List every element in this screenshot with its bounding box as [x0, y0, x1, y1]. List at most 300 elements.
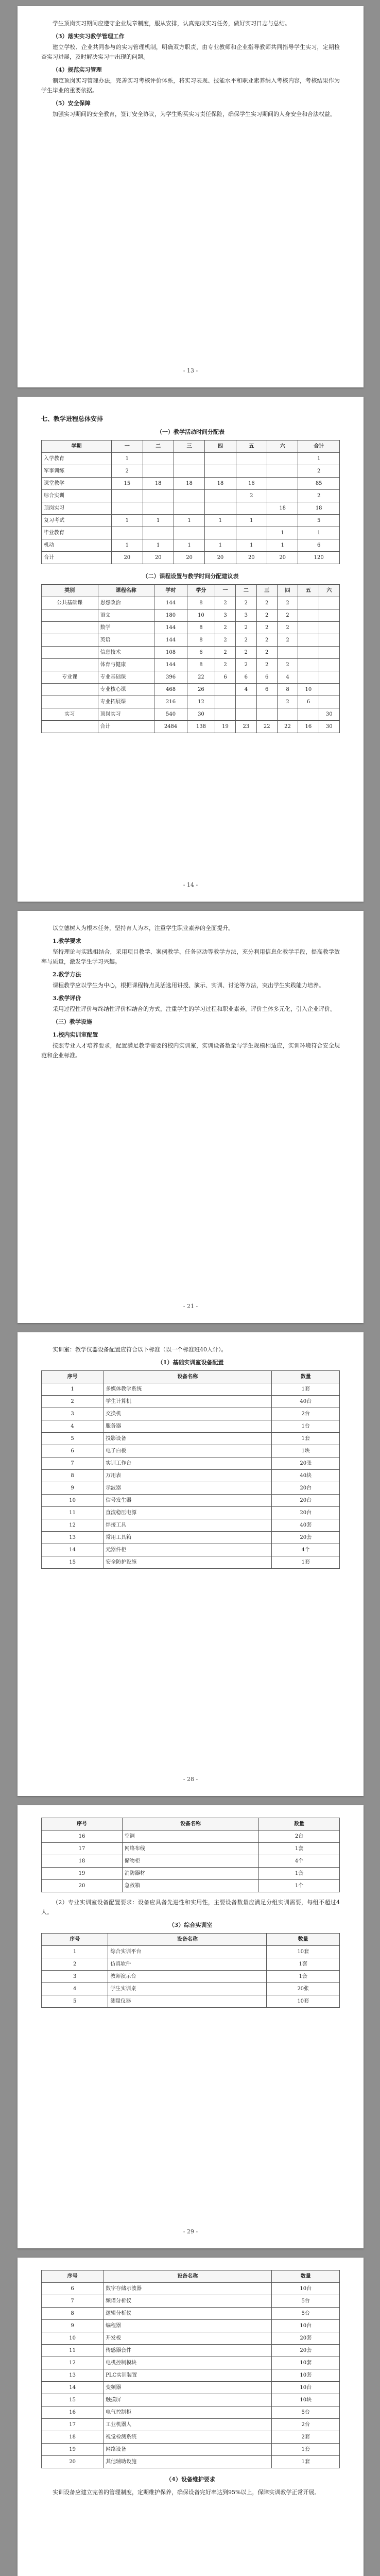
- table-cell: 1套: [272, 1383, 340, 1396]
- table-cell: 2: [256, 634, 277, 647]
- table-cell: 1个: [259, 1880, 340, 1892]
- table-header-cell: 设备名称: [122, 1818, 258, 1831]
- table-cell: [236, 502, 267, 515]
- paragraph: 加强实习期间的安全教育，签订安全协议，为学生购买实习责任保险，确保学生实习期间的人身安全和合法权益。: [53, 111, 336, 117]
- table-header-cell: 类别: [42, 585, 98, 597]
- table-cell: [236, 465, 267, 478]
- table-cell: 2: [256, 609, 277, 622]
- table-cell: 10台: [272, 2320, 340, 2332]
- table-cell: 网络布线: [122, 1843, 258, 1855]
- table-cell: 15: [42, 1556, 103, 1569]
- table-cell: [42, 609, 98, 622]
- table-cell: 2: [256, 659, 277, 671]
- table-cell: 公共基础课: [42, 597, 98, 609]
- table-cell: 思想政治: [98, 597, 154, 609]
- table-row: [42, 1408, 340, 1420]
- table-cell: 1: [298, 453, 340, 465]
- table-cell: 10: [187, 609, 215, 622]
- table-cell: 机动: [42, 539, 112, 552]
- table-cell: 1: [112, 515, 143, 527]
- table-header-cell: 学分: [187, 585, 215, 597]
- table-cell: 万用表: [103, 1470, 272, 1482]
- table-header-cell: 数量: [272, 2270, 340, 2283]
- table-cell: 6: [236, 671, 256, 684]
- page-number: - 29 -: [183, 2228, 198, 2235]
- table-cell: 13: [42, 2369, 103, 2382]
- table-row: [42, 2283, 340, 2295]
- table-cell: PLC实训装置: [103, 2369, 272, 2382]
- table-cell: 电气控制柜: [103, 2406, 272, 2419]
- table-cell: 8: [187, 597, 215, 609]
- table-cell: 10套: [267, 1946, 340, 1958]
- table-row: [42, 1420, 340, 1433]
- table-cell: 2: [236, 659, 256, 671]
- table-cell: 5台: [272, 2295, 340, 2308]
- table-cell: 2: [277, 622, 298, 634]
- table-cell: [256, 708, 277, 721]
- table-row: [42, 1971, 340, 1983]
- table-cell: 12: [187, 696, 215, 708]
- table-row: [42, 1383, 340, 1396]
- table-row: [42, 2332, 340, 2345]
- table-cell: 直流稳压电源: [103, 1507, 272, 1519]
- table-cell: 学生实训桌: [108, 1983, 267, 1995]
- table-cell: [112, 502, 143, 515]
- table-cell: 消防器材: [122, 1868, 258, 1880]
- table-cell: 30: [187, 708, 215, 721]
- paragraph: （2）专业实训室设备配置要求：设备应具备先进性和实用性，主要设备数量应满足分组实训需要，每组不超过4人。: [41, 1899, 340, 1916]
- table-cell: [319, 684, 339, 696]
- subheading: 1.教学要求: [53, 938, 81, 944]
- table-cell: 2台: [272, 1408, 340, 1420]
- table-cell: 15: [42, 2394, 103, 2406]
- table-cell: 合计: [98, 721, 154, 733]
- table-cell: 10: [42, 1495, 103, 1507]
- table-cell: 85: [298, 478, 340, 490]
- table-cell: 2: [277, 659, 298, 671]
- table-cell: 逻辑分析仪: [103, 2308, 272, 2320]
- table-header-cell: 六: [267, 440, 298, 453]
- table-cell: 3: [236, 609, 256, 622]
- table-header-cell: 数量: [259, 1818, 340, 1831]
- course-table: [41, 584, 340, 733]
- table-cell: 20张: [272, 1458, 340, 1470]
- table-cell: 10套: [272, 2369, 340, 2382]
- table-cell: 9: [42, 1482, 103, 1495]
- table-cell: 8: [42, 2308, 103, 2320]
- table-cell: 顶岗实习: [42, 502, 112, 515]
- table-cell: 23: [236, 721, 256, 733]
- table-cell: 1套: [267, 1971, 340, 1983]
- table-cell: [236, 527, 267, 539]
- table-cell: 6: [298, 696, 319, 708]
- table-cell: 20: [236, 552, 267, 564]
- table-row: [42, 1495, 340, 1507]
- table-cell: 语文: [98, 609, 154, 622]
- table-cell: 传感器套件: [103, 2345, 272, 2357]
- table-cell: 30: [319, 721, 339, 733]
- table-cell: 8: [277, 684, 298, 696]
- table-row: [42, 453, 340, 465]
- table-cell: [319, 671, 339, 684]
- table-row: [42, 2382, 340, 2394]
- table-row: [42, 1958, 340, 1971]
- table-cell: 8: [187, 622, 215, 634]
- table-header-cell: 二: [236, 585, 256, 597]
- table-cell: 18: [205, 478, 236, 490]
- table-row: [42, 1946, 340, 1958]
- table-row: [42, 2357, 340, 2369]
- table-cell: 实训工作台: [103, 1458, 272, 1470]
- table-cell: [174, 502, 204, 515]
- table-cell: 1套: [272, 1556, 340, 1569]
- table-cell: [174, 465, 204, 478]
- table-cell: 英语: [98, 634, 154, 647]
- table-cell: 12: [42, 2357, 103, 2369]
- table-row: [42, 2320, 340, 2332]
- table-cell: [319, 622, 339, 634]
- table-cell: 电机控制模块: [103, 2357, 272, 2369]
- table-cell: 144: [154, 634, 187, 647]
- table-cell: 2台: [259, 1831, 340, 1843]
- table-cell: 1: [205, 539, 236, 552]
- table-cell: 11: [42, 2345, 103, 2357]
- paragraph: 实训设备应建立完善的管理制度，定期维护保养，确保设备完好率达到95%以上，保障实训教学正常开展。: [53, 2489, 320, 2496]
- table-cell: 1: [112, 453, 143, 465]
- table-cell: 入学教育: [42, 453, 112, 465]
- table-cell: 14: [42, 2382, 103, 2394]
- table-cell: 22: [277, 721, 298, 733]
- table-cell: [174, 490, 204, 502]
- document-page-13: [18, 6, 364, 387]
- table-cell: 综合实训平台: [108, 1946, 267, 1958]
- table-header-cell: 学期: [42, 440, 112, 453]
- table-cell: 18: [42, 2431, 103, 2444]
- table-cell: 18: [174, 478, 204, 490]
- table-cell: 1套: [272, 1433, 340, 1445]
- table-cell: [215, 708, 235, 721]
- table-row: [42, 2295, 340, 2308]
- table-cell: 2套: [272, 2431, 340, 2444]
- table-row: [42, 647, 340, 659]
- table-cell: [298, 671, 319, 684]
- table-cell: [215, 684, 235, 696]
- table-cell: [143, 465, 174, 478]
- table-row: [42, 609, 340, 622]
- table-cell: 20套: [272, 1532, 340, 1544]
- table-cell: [174, 453, 204, 465]
- table-cell: 144: [154, 622, 187, 634]
- table-row: [42, 1396, 340, 1408]
- table-cell: 数学: [98, 622, 154, 634]
- table-row: [42, 2308, 340, 2320]
- document-page-30: [18, 2258, 364, 2576]
- section-heading: 七、教学进程总体安排: [41, 415, 103, 422]
- table-cell: 2: [236, 634, 256, 647]
- table-cell: [298, 659, 319, 671]
- table-cell: 3: [215, 609, 235, 622]
- document-page-14: [18, 397, 364, 902]
- table-row: [42, 659, 340, 671]
- table-cell: 12: [42, 1519, 103, 1532]
- table-cell: [42, 721, 98, 733]
- table-cell: 多媒体教学系统: [103, 1383, 272, 1396]
- table-cell: 19: [215, 721, 235, 733]
- table-cell: 20套: [272, 2345, 340, 2357]
- table-cell: [42, 647, 98, 659]
- equipment-table: [41, 1818, 340, 1892]
- table-cell: 22: [187, 671, 215, 684]
- table-cell: 1: [236, 539, 267, 552]
- table-cell: 180: [154, 609, 187, 622]
- table-cell: [298, 622, 319, 634]
- table-row: [42, 1983, 340, 1995]
- table-cell: 10套: [267, 1995, 340, 2008]
- table-cell: 交换机: [103, 1408, 272, 1420]
- table-cell: [236, 453, 267, 465]
- table-cell: [319, 647, 339, 659]
- table-row: [42, 1458, 340, 1470]
- table-cell: [42, 622, 98, 634]
- table-cell: 144: [154, 659, 187, 671]
- table-header-cell: 合计: [298, 440, 340, 453]
- table-cell: [42, 659, 98, 671]
- table-row: [42, 2406, 340, 2419]
- table-cell: 2: [215, 647, 235, 659]
- table-cell: 18: [42, 1855, 123, 1868]
- table-cell: [205, 502, 236, 515]
- table-row: [42, 597, 340, 609]
- table-cell: 10台: [272, 2382, 340, 2394]
- subheading: （3）落实实习教学管理工作: [53, 33, 125, 40]
- table-cell: 1套: [259, 1843, 340, 1855]
- table-header-cell: 五: [298, 585, 319, 597]
- table-cell: [112, 527, 143, 539]
- table-cell: [205, 490, 236, 502]
- table-caption: （1）基础实训室设备配置: [157, 1359, 224, 1366]
- page-number: - 14 -: [183, 882, 198, 888]
- table-cell: 体育与健康: [98, 659, 154, 671]
- table-header-cell: 四: [205, 440, 236, 453]
- table-cell: 储物柜: [122, 1855, 258, 1868]
- table-row: [42, 1556, 340, 1569]
- table-header-cell: 设备名称: [103, 1371, 272, 1383]
- paragraph: 实训室：教学仪器设备配置应符合以下标准（以一个标准班40人计）。: [53, 1346, 227, 1353]
- table-cell: 复习考试: [42, 515, 112, 527]
- table-cell: 1: [236, 515, 267, 527]
- table-cell: 1: [143, 515, 174, 527]
- table-cell: 19: [42, 2444, 103, 2456]
- table-cell: 11: [42, 1507, 103, 1519]
- table-cell: [112, 490, 143, 502]
- table-cell: 10: [42, 2332, 103, 2345]
- table-cell: 20台: [272, 1495, 340, 1507]
- table-cell: 2: [298, 490, 340, 502]
- table-header-cell: 三: [256, 585, 277, 597]
- table-cell: 频谱分析仪: [103, 2295, 272, 2308]
- table-cell: 3: [42, 1408, 103, 1420]
- table-caption: （二）课程设置与教学时间分配建议表: [142, 573, 239, 580]
- table-cell: [319, 696, 339, 708]
- table-cell: 2: [236, 597, 256, 609]
- table-cell: 2: [256, 597, 277, 609]
- table-cell: 20张: [267, 1983, 340, 1995]
- table-cell: [205, 527, 236, 539]
- table-cell: [298, 597, 319, 609]
- table-cell: 1: [267, 539, 298, 552]
- table-cell: [267, 453, 298, 465]
- document-page-28: [18, 1332, 364, 1796]
- table-header-cell: 设备名称: [103, 2270, 272, 2283]
- table-cell: [205, 453, 236, 465]
- equipment-table: [41, 1933, 340, 2008]
- table-row: [42, 2456, 340, 2468]
- table-cell: 18: [298, 502, 340, 515]
- table-cell: 4: [42, 1420, 103, 1433]
- table-header-cell: 四: [277, 585, 298, 597]
- table-cell: 4: [277, 671, 298, 684]
- table-row: [42, 684, 340, 696]
- table-row: [42, 527, 340, 539]
- table-cell: 2: [277, 634, 298, 647]
- table-cell: 40套: [272, 1519, 340, 1532]
- table-cell: 30: [319, 708, 339, 721]
- table-cell: 示波器: [103, 1482, 272, 1495]
- table-row: [42, 696, 340, 708]
- table-cell: 1: [205, 515, 236, 527]
- table-cell: 1: [298, 527, 340, 539]
- table-cell: 顶岗实习: [98, 708, 154, 721]
- table-cell: 20: [205, 552, 236, 564]
- table-cell: 急救箱: [122, 1880, 258, 1892]
- table-cell: 专业核心课: [98, 684, 154, 696]
- paragraph: 制定顶岗实习管理办法，完善实习考核评价体系，将实习表现、技能水平和职业素养纳入考核内容，考核结果作为学生毕业的重要依据。: [41, 77, 340, 94]
- table-cell: [236, 696, 256, 708]
- table-row: [42, 1880, 340, 1892]
- table-cell: 108: [154, 647, 187, 659]
- table-cell: 20: [143, 552, 174, 564]
- table-row: [42, 539, 340, 552]
- table-caption: （4）设备维护要求: [166, 2476, 215, 2483]
- table-header-cell: 数量: [267, 1934, 340, 1946]
- table-row: [42, 2431, 340, 2444]
- table-cell: 138: [187, 721, 215, 733]
- table-cell: 专业课: [42, 671, 98, 684]
- table-cell: 2: [42, 1396, 103, 1408]
- table-cell: [205, 465, 236, 478]
- table-cell: [42, 634, 98, 647]
- table-cell: 396: [154, 671, 187, 684]
- table-cell: 4个: [272, 1544, 340, 1556]
- table-cell: 3: [42, 1971, 108, 1983]
- table-cell: 16: [42, 2406, 103, 2419]
- table-row: [42, 671, 340, 684]
- table-cell: 数字存储示波器: [103, 2283, 272, 2295]
- table-cell: 5台: [272, 2406, 340, 2419]
- table-cell: [267, 465, 298, 478]
- table-cell: 变频器: [103, 2382, 272, 2394]
- table-row: [42, 2419, 340, 2431]
- table-caption: （3）综合实训室: [168, 1922, 213, 1928]
- table-row: [42, 552, 340, 564]
- table-cell: 20: [42, 1880, 123, 1892]
- subheading: （三）教学设施: [53, 1019, 92, 1025]
- table-cell: 元器件柜: [103, 1544, 272, 1556]
- table-row: [42, 2345, 340, 2357]
- table-cell: 综合实训: [42, 490, 112, 502]
- table-cell: 专业基础课: [98, 671, 154, 684]
- table-cell: 20: [267, 552, 298, 564]
- table-cell: 1套: [259, 1868, 340, 1880]
- table-header-cell: 课程名称: [98, 585, 154, 597]
- table-cell: [143, 490, 174, 502]
- table-cell: 空调: [122, 1831, 258, 1843]
- table-cell: 6: [187, 647, 215, 659]
- table-header-cell: 三: [174, 440, 204, 453]
- table-cell: 14: [42, 1544, 103, 1556]
- table-cell: 20: [42, 2456, 103, 2468]
- table-cell: 2: [42, 1958, 108, 1971]
- page-number: - 21 -: [183, 1303, 198, 1310]
- table-row: [42, 622, 340, 634]
- table-row: [42, 478, 340, 490]
- table-cell: [267, 478, 298, 490]
- table-cell: 军事训练: [42, 465, 112, 478]
- table-row: [42, 515, 340, 527]
- table-cell: 17: [42, 2419, 103, 2431]
- table-header-cell: 五: [236, 440, 267, 453]
- table-cell: 实习: [42, 708, 98, 721]
- table-header-cell: 序号: [42, 1371, 103, 1383]
- table-cell: 开发板: [103, 2332, 272, 2345]
- table-cell: 信息技术: [98, 647, 154, 659]
- table-cell: [319, 634, 339, 647]
- table-cell: 2: [112, 465, 143, 478]
- table-cell: 468: [154, 684, 187, 696]
- table-cell: [277, 647, 298, 659]
- table-row: [42, 502, 340, 515]
- table-cell: 1套: [272, 2444, 340, 2456]
- table-cell: 10套: [272, 2357, 340, 2369]
- table-header-cell: 序号: [42, 1934, 108, 1946]
- subheading: 3.教学评价: [53, 995, 81, 1002]
- table-cell: 40台: [272, 1396, 340, 1408]
- table-cell: 2: [236, 490, 267, 502]
- table-cell: 服务器: [103, 1420, 272, 1433]
- table-cell: 2: [215, 622, 235, 634]
- table-header-cell: 一: [112, 440, 143, 453]
- table-row: [42, 1532, 340, 1544]
- table-cell: 1套: [267, 1958, 340, 1971]
- table-cell: [298, 634, 319, 647]
- table-cell: [143, 502, 174, 515]
- table-cell: 1: [174, 515, 204, 527]
- table-cell: 学生计算机: [103, 1396, 272, 1408]
- table-header-cell: 六: [319, 585, 339, 597]
- table-cell: 电子白板: [103, 1445, 272, 1458]
- table-row: [42, 2369, 340, 2382]
- table-cell: 信号发生器: [103, 1495, 272, 1507]
- paragraph: 坚持理论与实践相结合，采用项目教学、案例教学、任务驱动等教学方法，充分利用信息化教学手段，提高教学效率与质量，激发学生学习兴趣。: [41, 948, 340, 965]
- table-cell: 仿真软件: [108, 1958, 267, 1971]
- table-cell: 其他辅助设施: [103, 2456, 272, 2468]
- table-cell: 1: [174, 539, 204, 552]
- table-cell: 2: [256, 647, 277, 659]
- table-cell: 6: [42, 1445, 103, 1458]
- table-cell: 安全防护设施: [103, 1556, 272, 1569]
- table-cell: 7: [42, 2295, 103, 2308]
- table-cell: [215, 696, 235, 708]
